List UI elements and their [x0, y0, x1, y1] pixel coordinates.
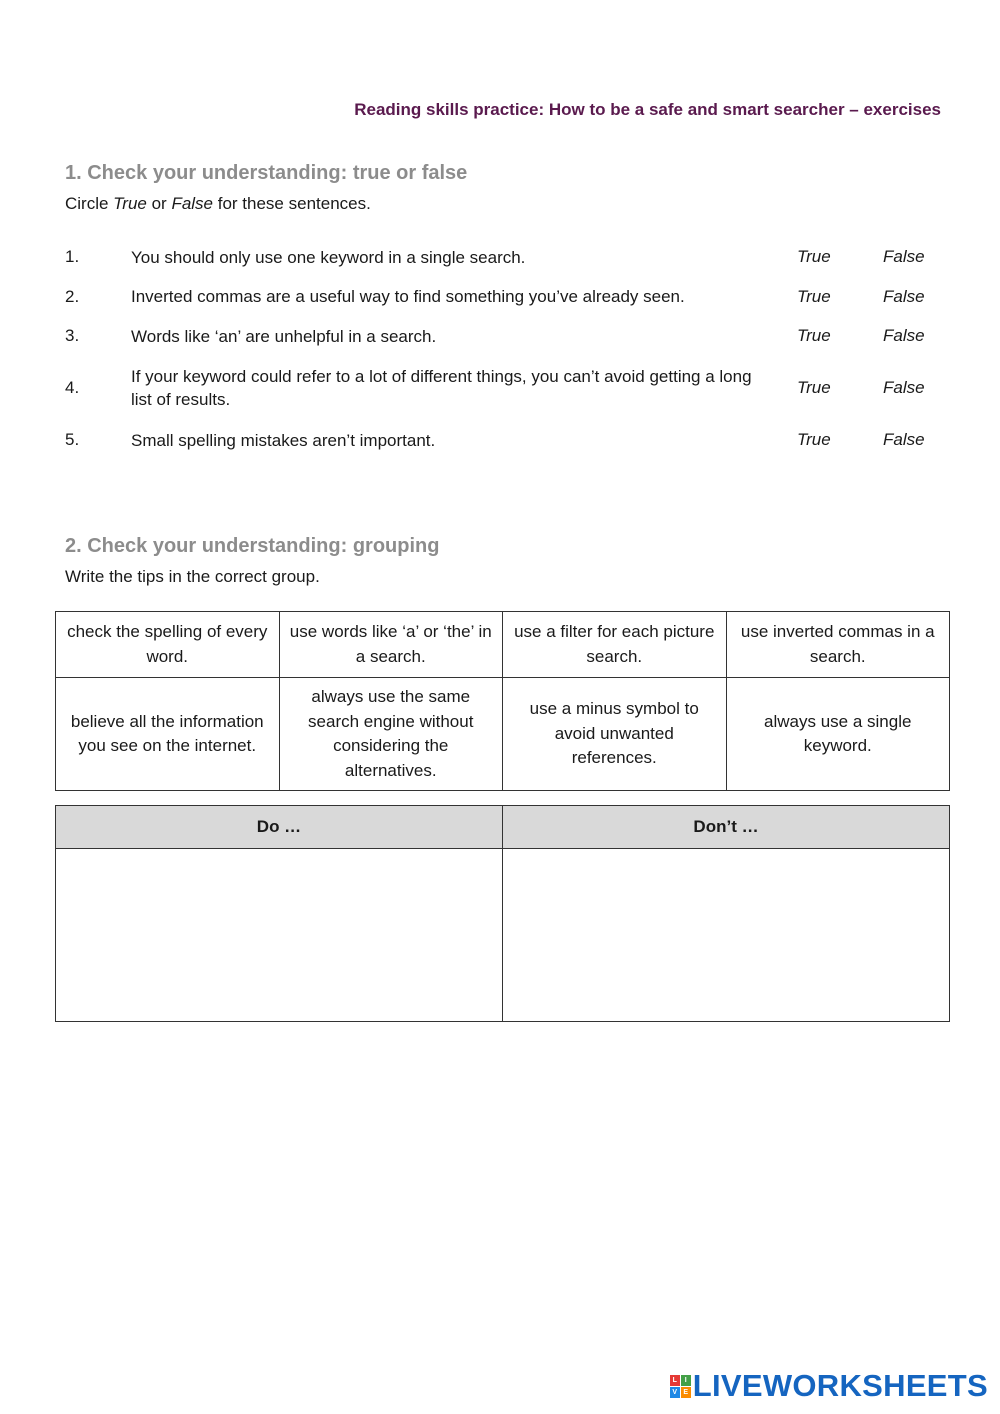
- do-drop-zone[interactable]: [56, 849, 503, 1022]
- tf-item-text: Words like ‘an’ are unhelpful in a search.: [131, 326, 437, 346]
- tf-item-4: [65, 355, 945, 421]
- tf-item-text: Small spelling mistakes aren’t important.: [131, 430, 436, 450]
- tips-table: [55, 611, 950, 791]
- true-option[interactable]: True: [797, 326, 831, 345]
- dont-header: Don’t …: [503, 806, 950, 849]
- false-option[interactable]: False: [883, 326, 925, 345]
- tip-card[interactable]: believe all the information you see on the internet.: [56, 678, 280, 791]
- groups-table: [55, 805, 950, 1022]
- false-option[interactable]: False: [883, 430, 925, 449]
- tf-item-2: [65, 276, 945, 317]
- logo-letter-e: E: [681, 1387, 691, 1398]
- tip-card[interactable]: use inverted commas in a search.: [726, 612, 950, 678]
- instruction-post: for these sentences.: [213, 194, 371, 213]
- tip-card[interactable]: use a minus symbol to avoid unwanted references.: [503, 678, 727, 791]
- section1-instruction: [65, 194, 371, 214]
- false-option[interactable]: False: [883, 286, 925, 306]
- true-false-list: [65, 238, 945, 459]
- section1-heading: 1. Check your understanding: true or false: [65, 162, 468, 184]
- true-option[interactable]: True: [797, 247, 831, 266]
- do-header: Do …: [56, 806, 503, 849]
- logo-text: LIVEWORKSHEETS: [692, 1368, 988, 1403]
- tf-item-number: 2.: [65, 286, 80, 306]
- tf-item-number: 5.: [65, 430, 80, 449]
- header-title: Reading skills practice: How to be a safe and smart searcher – exercises: [354, 100, 941, 119]
- false-option[interactable]: False: [883, 378, 925, 397]
- tf-item-1: [65, 238, 945, 276]
- tip-card[interactable]: always use the same search engine without considering the alternatives.: [279, 678, 503, 791]
- instruction-false-word: False: [171, 194, 214, 213]
- true-option[interactable]: True: [797, 378, 831, 397]
- instruction-pre: Circle: [65, 194, 114, 213]
- dont-drop-zone[interactable]: [503, 849, 950, 1022]
- section2-instruction: Write the tips in the correct group.: [65, 567, 320, 586]
- tip-card[interactable]: use words like ‘a’ or ‘the’ in a search.: [279, 612, 503, 678]
- logo-letter-l: L: [670, 1375, 680, 1386]
- tf-item-3: [65, 317, 945, 355]
- liveworksheets-logo: [670, 1368, 988, 1404]
- section2-heading: 2. Check your understanding: grouping: [65, 535, 440, 557]
- instruction-mid: or: [146, 194, 172, 213]
- true-option[interactable]: True: [797, 286, 831, 306]
- tip-card[interactable]: always use a single keyword.: [726, 678, 950, 791]
- logo-letter-v: V: [670, 1387, 680, 1398]
- tf-item-text: If your keyword could refer to a lot of different things, you can’t avoid getting a long list of results.: [131, 367, 752, 409]
- tf-item-number: 1.: [65, 247, 80, 266]
- tf-item-5: [65, 421, 945, 459]
- tip-card[interactable]: check the spelling of every word.: [56, 612, 280, 678]
- true-option[interactable]: True: [797, 430, 831, 449]
- logo-mark-icon: [670, 1375, 691, 1398]
- false-option[interactable]: False: [883, 247, 925, 266]
- tf-item-number: 4.: [65, 378, 80, 397]
- tip-card[interactable]: use a filter for each picture search.: [503, 612, 727, 678]
- tf-item-text: Inverted commas are a useful way to find something you’ve already seen.: [131, 287, 685, 306]
- tf-item-number: 3.: [65, 326, 80, 345]
- instruction-true-word: True: [113, 194, 147, 213]
- logo-letter-i: I: [681, 1375, 691, 1386]
- tf-item-text: You should only use one keyword in a single search.: [131, 247, 526, 267]
